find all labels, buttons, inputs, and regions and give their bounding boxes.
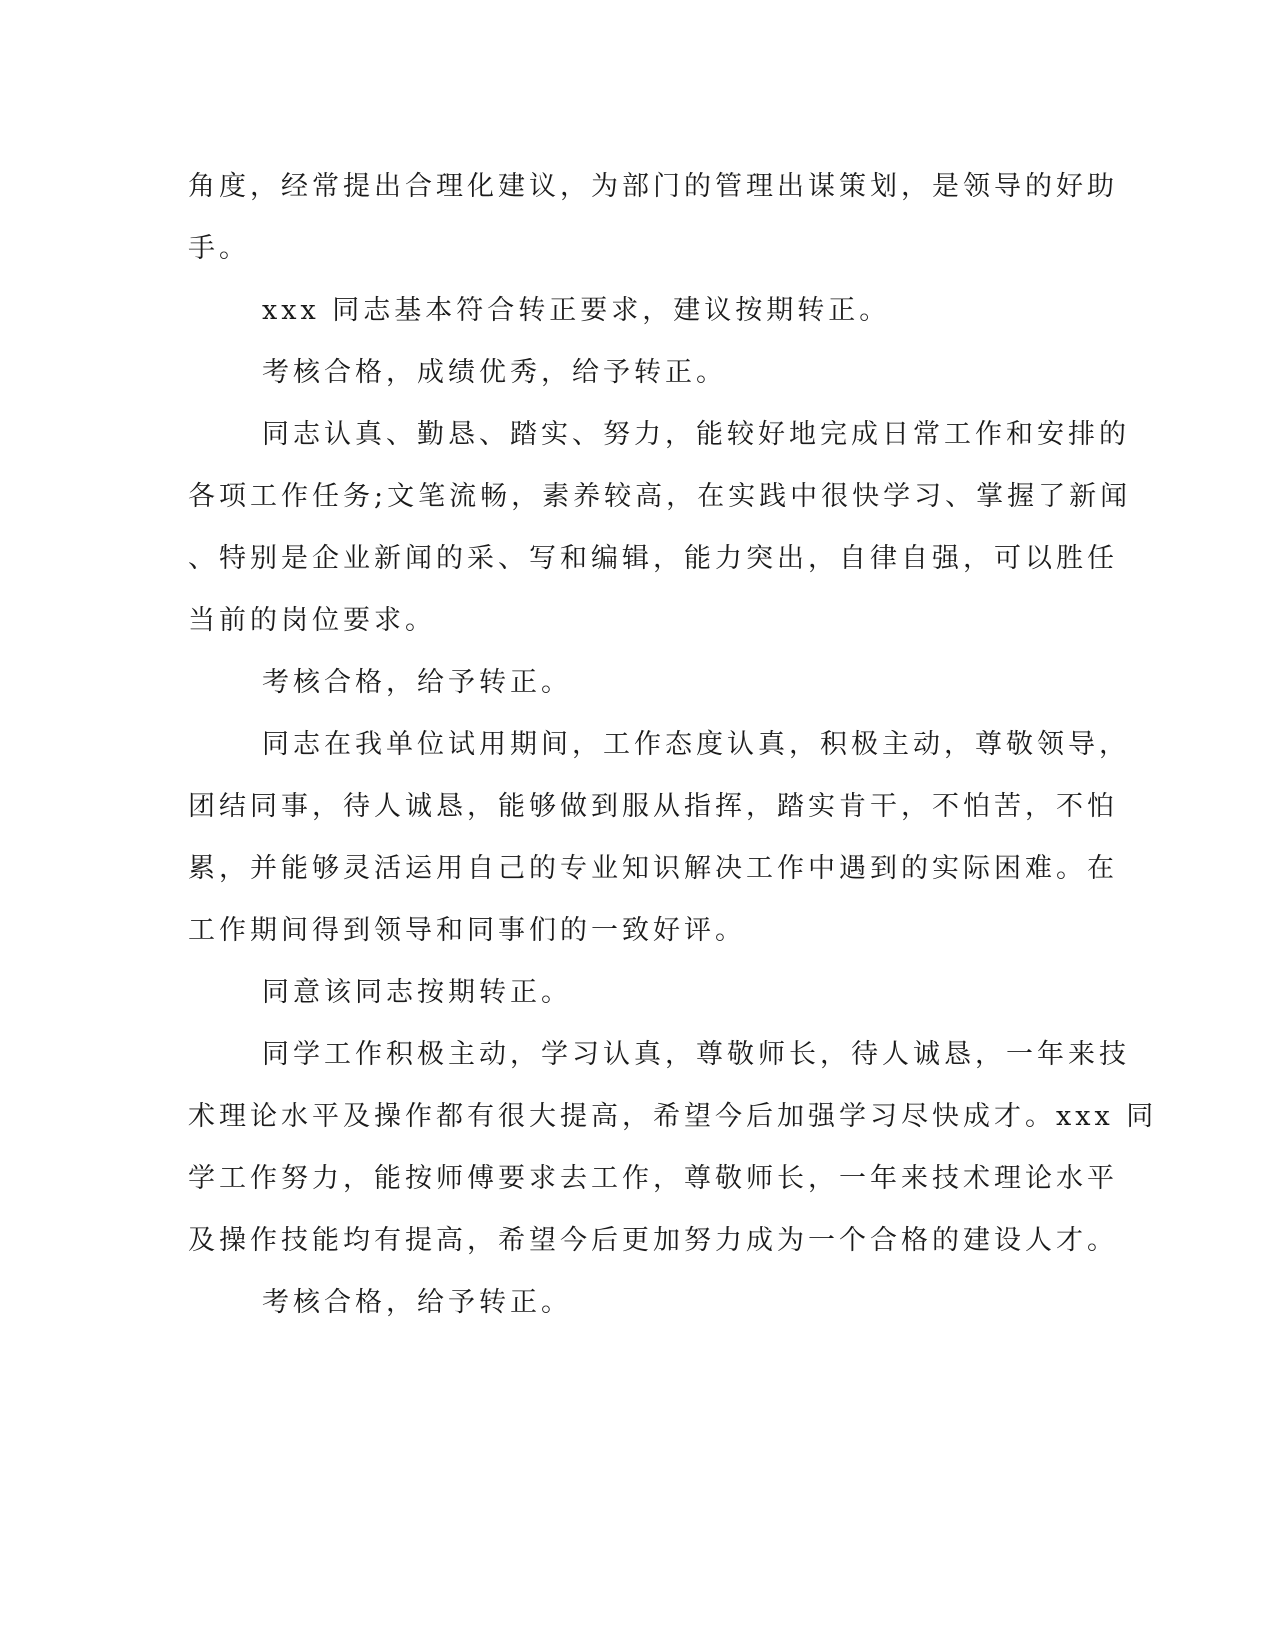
text-line: 学工作努力，能按师傅要求去工作，尊敬师长，一年来技术理论水平 [188, 1163, 1118, 1194]
text-line: 累，并能够灵活运用自己的专业知识解决工作中遇到的实际困难。在 [188, 853, 1118, 884]
document-body [188, 156, 1158, 1334]
text-line: 考核合格，给予转正。 [262, 667, 572, 698]
text-line: 团结同事，待人诚恳，能够做到服从指挥，踏实肯干，不怕苦，不怕 [188, 791, 1118, 822]
text-line: xxx 同志基本符合转正要求，建议按期转正。 [262, 295, 891, 326]
text-line: 同学工作积极主动，学习认真，尊敬师长，待人诚恳，一年来技 [262, 1039, 1130, 1070]
text-line: 考核合格，成绩优秀，给予转正。 [262, 357, 727, 388]
text-line: 考核合格，给予转正。 [262, 1287, 572, 1318]
text-line: 、特别是企业新闻的采、写和编辑，能力突出，自律自强，可以胜任 [188, 543, 1118, 574]
text-line: 同意该同志按期转正。 [262, 977, 572, 1008]
text-line: 及操作技能均有提高，希望今后更加努力成为一个合格的建设人才。 [188, 1225, 1118, 1256]
text-line: 同志在我单位试用期间，工作态度认真，积极主动，尊敬领导， [262, 729, 1130, 760]
text-line: 角度，经常提出合理化建议，为部门的管理出谋策划，是领导的好助 [188, 171, 1118, 202]
text-line: 手。 [188, 233, 250, 264]
text-line: 各项工作任务;文笔流畅，素养较高，在实践中很快学习、掌握了新闻 [188, 481, 1132, 512]
text-line: 术理论水平及操作都有很大提高，希望今后加强学习尽快成才。xxx 同 [188, 1101, 1158, 1132]
text-line: 同志认真、勤恳、踏实、努力，能较好地完成日常工作和安排的 [262, 419, 1130, 450]
text-line: 工作期间得到领导和同事们的一致好评。 [188, 915, 746, 946]
text-line: 当前的岗位要求。 [188, 605, 436, 636]
